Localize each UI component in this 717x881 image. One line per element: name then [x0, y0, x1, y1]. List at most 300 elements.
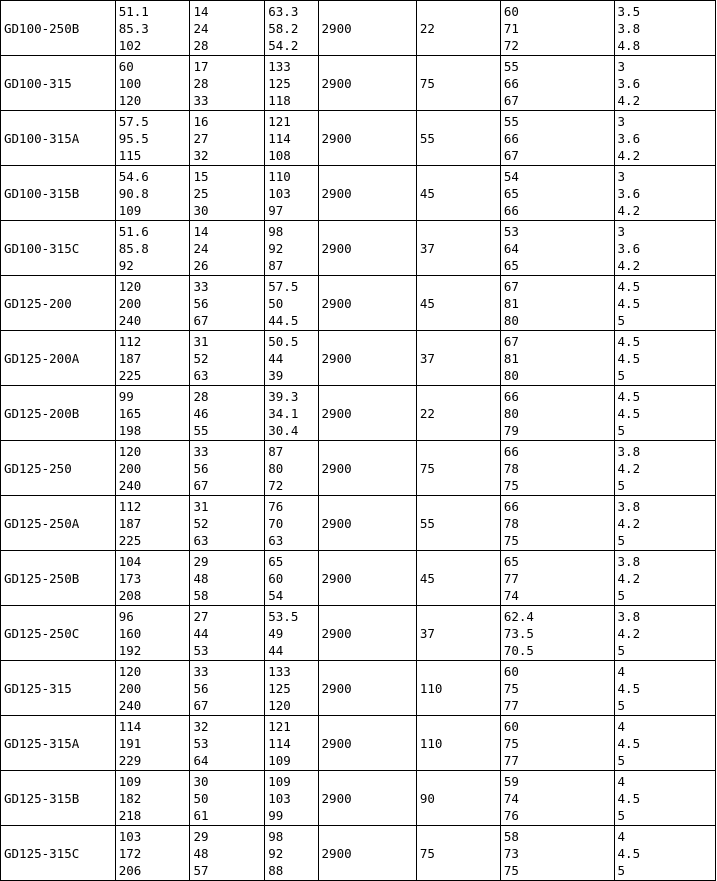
cell-value: 79 [503, 422, 519, 438]
cell-value: 87 [268, 443, 284, 459]
cell-value: 120 [118, 278, 142, 294]
cell-value: 58 [503, 828, 519, 844]
flow-m3h-cell [115, 606, 190, 661]
efficiency-cell [500, 661, 614, 716]
cell-value: 51.1 [118, 3, 149, 19]
npsh-cell [614, 716, 715, 771]
cell-value: 77 [503, 570, 519, 586]
flow-m3h-cell [115, 221, 190, 276]
speed-cell: 2900 [318, 771, 416, 826]
table-row [1, 386, 716, 441]
cell-value: 3.8 [617, 608, 641, 624]
head-cell [265, 56, 318, 111]
cell-value: 133 [268, 58, 291, 74]
model-cell: GD125-250 [1, 441, 116, 496]
power-cell: 37 [416, 331, 500, 386]
cell-value: 67 [503, 92, 519, 108]
cell-value: 26 [193, 257, 209, 273]
cell-value: 49 [268, 625, 284, 641]
cell-value: 4.5 [617, 735, 641, 751]
table-row [1, 56, 716, 111]
cell-value: 5 [617, 862, 626, 878]
npsh-cell [614, 276, 715, 331]
cell-value: 109 [268, 752, 291, 768]
cell-value: 57.5 [268, 278, 299, 294]
cell-value: 29 [193, 828, 209, 844]
cell-value: 15 [193, 168, 209, 184]
cell-value: 3.8 [617, 443, 641, 459]
cell-value: 67 [193, 697, 209, 713]
cell-value: 92 [268, 845, 284, 861]
cell-value: 200 [118, 460, 142, 476]
npsh-cell [614, 1, 715, 56]
speed-cell: 2900 [318, 716, 416, 771]
table-row [1, 441, 716, 496]
cell-value: 4.5 [617, 845, 641, 861]
cell-value: 29 [193, 553, 209, 569]
head-cell [265, 166, 318, 221]
cell-value: 50 [268, 295, 284, 311]
cell-value: 5 [617, 697, 626, 713]
speed-cell: 2900 [318, 826, 416, 881]
head-cell [265, 111, 318, 166]
cell-value: 34.1 [268, 405, 299, 421]
cell-value: 30 [193, 773, 209, 789]
cell-value: 173 [118, 570, 142, 586]
cell-value: 44 [193, 625, 209, 641]
cell-value: 200 [118, 295, 142, 311]
cell-value: 121 [268, 718, 291, 734]
cell-value: 120 [118, 443, 142, 459]
cell-value: 72 [268, 477, 284, 493]
cell-value: 114 [118, 718, 142, 734]
cell-value: 65 [503, 185, 519, 201]
cell-value: 109 [118, 773, 142, 789]
cell-value: 4 [617, 718, 626, 734]
cell-value: 61 [193, 807, 209, 823]
cell-value: 50 [193, 790, 209, 806]
power-cell: 55 [416, 496, 500, 551]
power-cell: 75 [416, 56, 500, 111]
cell-value: 31 [193, 498, 209, 514]
cell-value: 60 [118, 58, 134, 74]
power-cell: 37 [416, 606, 500, 661]
power-cell: 45 [416, 166, 500, 221]
speed-cell: 2900 [318, 111, 416, 166]
flow-ls-cell [190, 661, 265, 716]
flow-ls-cell [190, 826, 265, 881]
efficiency-cell [500, 551, 614, 606]
cell-value: 65 [503, 257, 519, 273]
cell-value: 4 [617, 773, 626, 789]
cell-value: 80 [268, 460, 284, 476]
cell-value: 74 [503, 587, 519, 603]
cell-value: 80 [503, 405, 519, 421]
cell-value: 4.2 [617, 92, 641, 108]
cell-value: 66 [503, 130, 519, 146]
cell-value: 55 [193, 422, 209, 438]
cell-value: 99 [268, 807, 284, 823]
head-cell [265, 276, 318, 331]
cell-value: 51.6 [118, 223, 149, 239]
cell-value: 98 [268, 828, 284, 844]
speed-cell: 2900 [318, 221, 416, 276]
cell-value: 53.5 [268, 608, 299, 624]
cell-value: 172 [118, 845, 142, 861]
head-cell [265, 496, 318, 551]
table-row [1, 496, 716, 551]
cell-value: 57.5 [118, 113, 149, 129]
power-cell: 45 [416, 551, 500, 606]
cell-value: 16 [193, 113, 209, 129]
cell-value: 55 [503, 113, 519, 129]
cell-value: 96 [118, 608, 134, 624]
efficiency-cell [500, 771, 614, 826]
table-row [1, 166, 716, 221]
cell-value: 160 [118, 625, 142, 641]
cell-value: 46 [193, 405, 209, 421]
efficiency-cell [500, 56, 614, 111]
cell-value: 39 [268, 367, 284, 383]
npsh-cell [614, 441, 715, 496]
cell-value: 63 [193, 532, 209, 548]
cell-value: 63 [268, 532, 284, 548]
cell-value: 63.3 [268, 3, 299, 19]
cell-value: 3 [617, 223, 626, 239]
cell-value: 53 [503, 223, 519, 239]
cell-value: 5 [617, 587, 626, 603]
power-cell: 22 [416, 386, 500, 441]
cell-value: 3 [617, 58, 626, 74]
model-cell: GD100-315C [1, 221, 116, 276]
speed-cell: 2900 [318, 331, 416, 386]
speed-cell: 2900 [318, 496, 416, 551]
cell-value: 4.2 [617, 570, 641, 586]
model-cell: GD100-315B [1, 166, 116, 221]
power-cell: 75 [416, 441, 500, 496]
power-cell: 110 [416, 716, 500, 771]
cell-value: 64 [503, 240, 519, 256]
cell-value: 70 [268, 515, 284, 531]
cell-value: 33 [193, 92, 209, 108]
head-cell [265, 606, 318, 661]
flow-m3h-cell [115, 331, 190, 386]
cell-value: 114 [268, 735, 291, 751]
speed-cell: 2900 [318, 386, 416, 441]
cell-value: 66 [503, 75, 519, 91]
model-cell: GD125-250B [1, 551, 116, 606]
cell-value: 14 [193, 3, 209, 19]
efficiency-cell [500, 386, 614, 441]
power-cell: 37 [416, 221, 500, 276]
npsh-cell [614, 496, 715, 551]
power-cell: 45 [416, 276, 500, 331]
model-cell: GD125-315 [1, 661, 116, 716]
table-row [1, 331, 716, 386]
cell-value: 125 [268, 680, 291, 696]
model-cell: GD100-250B [1, 1, 116, 56]
cell-value: 75 [503, 862, 519, 878]
cell-value: 5 [617, 477, 626, 493]
cell-value: 229 [118, 752, 142, 768]
efficiency-cell [500, 496, 614, 551]
flow-ls-cell [190, 551, 265, 606]
cell-value: 33 [193, 663, 209, 679]
flow-ls-cell [190, 56, 265, 111]
cell-value: 125 [268, 75, 291, 91]
flow-m3h-cell [115, 111, 190, 166]
cell-value: 72 [503, 37, 519, 53]
cell-value: 27 [193, 130, 209, 146]
flow-m3h-cell [115, 826, 190, 881]
cell-value: 3 [617, 113, 626, 129]
cell-value: 67 [503, 333, 519, 349]
cell-value: 59 [503, 773, 519, 789]
cell-value: 198 [118, 422, 142, 438]
cell-value: 80 [503, 367, 519, 383]
model-cell: GD125-315C [1, 826, 116, 881]
cell-value: 103 [268, 185, 291, 201]
flow-m3h-cell [115, 276, 190, 331]
model-cell: GD125-250C [1, 606, 116, 661]
cell-value: 103 [268, 790, 291, 806]
cell-value: 5 [617, 752, 626, 768]
cell-value: 74 [503, 790, 519, 806]
model-cell: GD125-200B [1, 386, 116, 441]
efficiency-cell [500, 166, 614, 221]
cell-value: 5 [617, 642, 626, 658]
flow-m3h-cell [115, 551, 190, 606]
cell-value: 17 [193, 58, 209, 74]
efficiency-cell [500, 606, 614, 661]
cell-value: 58.2 [268, 20, 299, 36]
cell-value: 64 [193, 752, 209, 768]
cell-value: 53 [193, 735, 209, 751]
head-cell [265, 661, 318, 716]
cell-value: 4.5 [617, 295, 641, 311]
cell-value: 53 [193, 642, 209, 658]
flow-ls-cell [190, 111, 265, 166]
flow-m3h-cell [115, 771, 190, 826]
model-cell: GD125-315B [1, 771, 116, 826]
speed-cell: 2900 [318, 661, 416, 716]
cell-value: 71 [503, 20, 519, 36]
cell-value: 75 [503, 477, 519, 493]
cell-value: 65 [268, 553, 284, 569]
speed-cell: 2900 [318, 276, 416, 331]
cell-value: 33 [193, 443, 209, 459]
cell-value: 81 [503, 350, 519, 366]
cell-value: 44.5 [268, 312, 299, 328]
cell-value: 225 [118, 367, 142, 383]
speed-cell: 2900 [318, 56, 416, 111]
cell-value: 192 [118, 642, 142, 658]
cell-value: 67 [193, 477, 209, 493]
cell-value: 28 [193, 388, 209, 404]
cell-value: 3.6 [617, 185, 641, 201]
cell-value: 165 [118, 405, 142, 421]
flow-m3h-cell [115, 166, 190, 221]
npsh-cell [614, 551, 715, 606]
cell-value: 90.8 [118, 185, 149, 201]
cell-value: 112 [118, 333, 142, 349]
cell-value: 66 [503, 388, 519, 404]
flow-m3h-cell [115, 661, 190, 716]
cell-value: 3.6 [617, 75, 641, 91]
cell-value: 56 [193, 295, 209, 311]
cell-value: 5 [617, 807, 626, 823]
cell-value: 31 [193, 333, 209, 349]
cell-value: 187 [118, 350, 142, 366]
cell-value: 54 [268, 587, 284, 603]
flow-ls-cell [190, 166, 265, 221]
model-cell: GD100-315 [1, 56, 116, 111]
cell-value: 24 [193, 20, 209, 36]
cell-value: 4.2 [617, 202, 641, 218]
model-cell: GD125-315A [1, 716, 116, 771]
table-row [1, 111, 716, 166]
cell-value: 110 [268, 168, 291, 184]
head-cell [265, 771, 318, 826]
cell-value: 3.8 [617, 553, 641, 569]
cell-value: 120 [118, 92, 142, 108]
cell-value: 4.5 [617, 278, 641, 294]
cell-value: 225 [118, 532, 142, 548]
efficiency-cell [500, 221, 614, 276]
npsh-cell [614, 771, 715, 826]
power-cell: 75 [416, 826, 500, 881]
cell-value: 133 [268, 663, 291, 679]
cell-value: 112 [118, 498, 142, 514]
npsh-cell [614, 331, 715, 386]
power-cell: 55 [416, 111, 500, 166]
cell-value: 66 [503, 443, 519, 459]
cell-value: 67 [503, 278, 519, 294]
head-cell [265, 221, 318, 276]
cell-value: 4.5 [617, 388, 641, 404]
flow-ls-cell [190, 276, 265, 331]
cell-value: 50.5 [268, 333, 299, 349]
table-row [1, 606, 716, 661]
efficiency-cell [500, 441, 614, 496]
cell-value: 4.2 [617, 257, 641, 273]
cell-value: 121 [268, 113, 291, 129]
cell-value: 76 [268, 498, 284, 514]
cell-value: 60 [268, 570, 284, 586]
flow-m3h-cell [115, 441, 190, 496]
efficiency-cell [500, 276, 614, 331]
cell-value: 191 [118, 735, 142, 751]
cell-value: 60 [503, 663, 519, 679]
cell-value: 92 [268, 240, 284, 256]
cell-value: 62.4 [503, 608, 534, 624]
model-cell: GD125-250A [1, 496, 116, 551]
cell-value: 63 [193, 367, 209, 383]
cell-value: 4.5 [617, 790, 641, 806]
head-cell [265, 386, 318, 441]
cell-value: 48 [193, 570, 209, 586]
cell-value: 208 [118, 587, 142, 603]
cell-value: 3.5 [617, 3, 641, 19]
cell-value: 92 [118, 257, 134, 273]
cell-value: 57 [193, 862, 209, 878]
cell-value: 85.3 [118, 20, 149, 36]
cell-value: 109 [268, 773, 291, 789]
cell-value: 54.2 [268, 37, 299, 53]
cell-value: 78 [503, 460, 519, 476]
cell-value: 77 [503, 697, 519, 713]
cell-value: 30.4 [268, 422, 299, 438]
cell-value: 206 [118, 862, 142, 878]
cell-value: 48 [193, 845, 209, 861]
cell-value: 4 [617, 828, 626, 844]
head-cell [265, 1, 318, 56]
cell-value: 65 [503, 553, 519, 569]
cell-value: 240 [118, 477, 142, 493]
cell-value: 182 [118, 790, 142, 806]
cell-value: 75 [503, 735, 519, 751]
flow-ls-cell [190, 716, 265, 771]
table-row [1, 826, 716, 881]
cell-value: 87 [268, 257, 284, 273]
cell-value: 108 [268, 147, 291, 163]
table-row [1, 716, 716, 771]
cell-value: 4.5 [617, 405, 641, 421]
cell-value: 60 [503, 718, 519, 734]
cell-value: 115 [118, 147, 142, 163]
cell-value: 95.5 [118, 130, 149, 146]
flow-ls-cell [190, 1, 265, 56]
flow-ls-cell [190, 441, 265, 496]
npsh-cell [614, 166, 715, 221]
cell-value: 4.2 [617, 147, 641, 163]
flow-m3h-cell [115, 56, 190, 111]
table-row [1, 771, 716, 826]
cell-value: 5 [617, 367, 626, 383]
cell-value: 60 [503, 3, 519, 19]
model-cell: GD100-315A [1, 111, 116, 166]
cell-value: 54.6 [118, 168, 149, 184]
cell-value: 52 [193, 515, 209, 531]
cell-value: 77 [503, 752, 519, 768]
head-cell [265, 441, 318, 496]
table-body [1, 1, 716, 881]
cell-value: 88 [268, 862, 284, 878]
efficiency-cell [500, 111, 614, 166]
cell-value: 76 [503, 807, 519, 823]
cell-value: 25 [193, 185, 209, 201]
power-cell: 110 [416, 661, 500, 716]
table-row [1, 551, 716, 606]
npsh-cell [614, 386, 715, 441]
npsh-cell [614, 661, 715, 716]
model-cell: GD125-200 [1, 276, 116, 331]
cell-value: 32 [193, 718, 209, 734]
flow-m3h-cell [115, 1, 190, 56]
cell-value: 5 [617, 422, 626, 438]
cell-value: 28 [193, 75, 209, 91]
cell-value: 67 [193, 312, 209, 328]
flow-m3h-cell [115, 496, 190, 551]
cell-value: 4.8 [617, 37, 641, 53]
cell-value: 78 [503, 515, 519, 531]
cell-value: 14 [193, 223, 209, 239]
cell-value: 66 [503, 202, 519, 218]
table-row [1, 276, 716, 331]
speed-cell: 2900 [318, 551, 416, 606]
cell-value: 81 [503, 295, 519, 311]
flow-ls-cell [190, 386, 265, 441]
